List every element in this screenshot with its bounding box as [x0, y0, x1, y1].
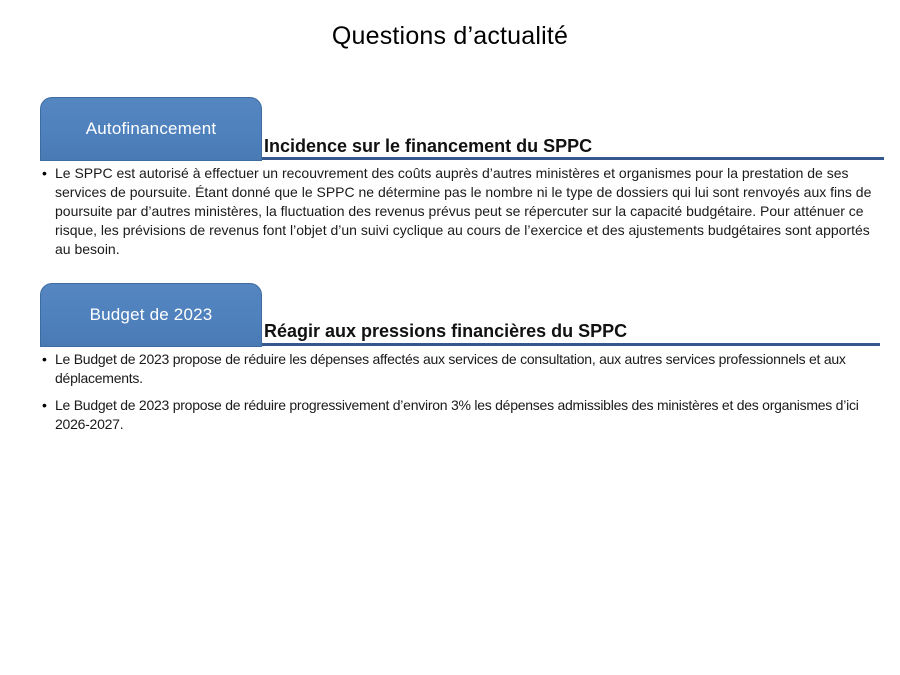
tab-label: Budget de 2023 [89, 305, 213, 324]
bullet-text: Le Budget de 2023 propose de réduire progressivement d’environ 3% les dépenses admissibles des ministères et des organismes d’ici 2026-2027. [55, 397, 859, 432]
bullet-icon: • [42, 351, 47, 367]
bullet-text: Le Budget de 2023 propose de réduire les dépenses affectés aux services de consultation, aux autres services professionnels et aux déplacements. [55, 351, 846, 386]
heading-underline [262, 157, 884, 160]
section-heading-autofinancement: Incidence sur le financement du SPPC [264, 136, 593, 156]
section-tab-autofinancement [40, 97, 262, 161]
bullet-item [42, 164, 887, 259]
bullet-icon: • [42, 165, 47, 181]
tab-label: Autofinancement [85, 119, 217, 138]
bullet-icon: • [42, 397, 47, 413]
bullet-list-autofinancement [42, 164, 887, 259]
bullet-list-budget-2023 [42, 350, 887, 434]
bullet-item [42, 396, 887, 434]
bullet-text: Le SPPC est autorisé à effectuer un recouvrement des coûts auprès d’autres ministères et organismes pour la prestation de ses services de poursuite. Étant donné que le SPPC ne détermine pas le nombre ni le type de dossiers qui lui sont renvoyés aux fins de poursuite par d’autres ministères, la fluctuation des revenus prévus peut se répercuter sur la capacité budgétaire. Pour atténuer ce risque, les prévisions de revenus font l’objet d’un suivi cyclique au cours de l’exercice et des ajustements budgétaires sont apportés au besoin. [55, 165, 872, 257]
section-tab-budget-2023 [40, 283, 262, 347]
slide-title: Questions d’actualité [331, 22, 569, 50]
bullet-item [42, 350, 887, 388]
heading-underline [262, 343, 880, 346]
section-heading-budget-2023: Réagir aux pressions financières du SPPC [264, 321, 628, 341]
